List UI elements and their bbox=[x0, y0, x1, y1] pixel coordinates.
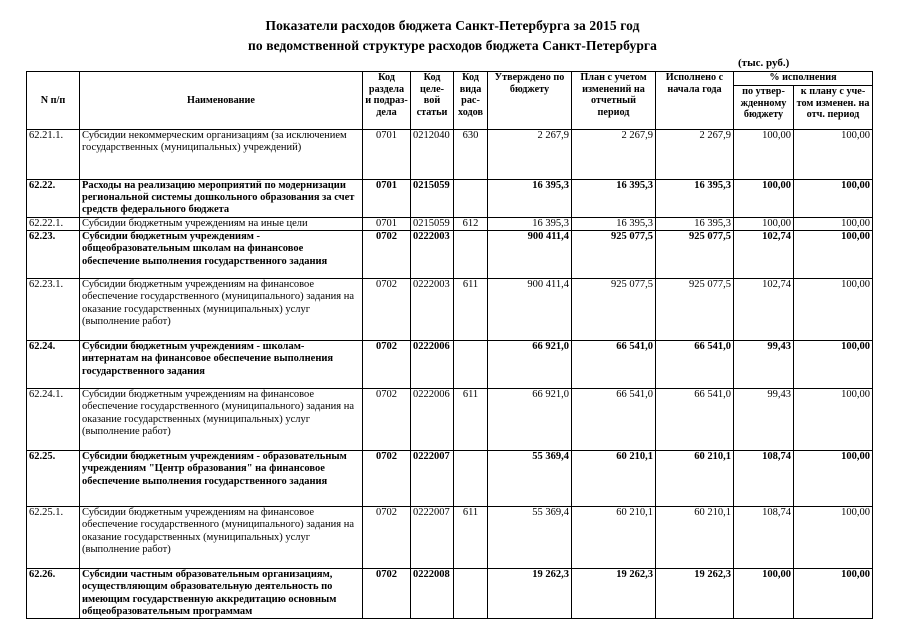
cell-pct-budget: 108,74 bbox=[734, 451, 794, 507]
cell-plan: 66 541,0 bbox=[572, 341, 656, 389]
header-done: Исполнено с начала года bbox=[656, 72, 734, 130]
document-title: Показатели расходов бюджета Санкт-Петербурга за 2015 год bbox=[265, 18, 640, 33]
cell-razdel: 0702 bbox=[363, 389, 411, 451]
cell-done: 60 210,1 bbox=[656, 451, 734, 507]
cell-plan: 60 210,1 bbox=[572, 507, 656, 569]
cell-statya: 0222007 bbox=[411, 507, 454, 569]
table-row bbox=[27, 279, 873, 341]
cell-vid bbox=[454, 451, 488, 507]
cell-approved: 16 395,3 bbox=[488, 218, 572, 231]
cell-approved: 55 369,4 bbox=[488, 507, 572, 569]
cell-pct-plan: 100,00 bbox=[794, 341, 873, 389]
cell-razdel: 0701 bbox=[363, 180, 411, 218]
cell-name: Субсидии бюджетным учреждениям - образовательным учреждениям "Центр образования" на финансовое обеспечение выполнения государственного задания bbox=[80, 451, 363, 507]
cell-pct-budget: 100,00 bbox=[734, 130, 794, 180]
cell-approved: 900 411,4 bbox=[488, 279, 572, 341]
cell-vid bbox=[454, 231, 488, 279]
cell-statya: 0222003 bbox=[411, 279, 454, 341]
header-num: N п/п bbox=[27, 72, 80, 130]
table-row bbox=[27, 218, 873, 231]
cell-pct-budget: 102,74 bbox=[734, 231, 794, 279]
cell-pct-plan: 100,00 bbox=[794, 180, 873, 218]
cell-vid bbox=[454, 569, 488, 619]
header-pct-group: % исполнения bbox=[734, 72, 873, 86]
cell-pct-budget: 100,00 bbox=[734, 569, 794, 619]
cell-approved: 16 395,3 bbox=[488, 180, 572, 218]
cell-pct-plan: 100,00 bbox=[794, 279, 873, 341]
cell-statya: 0222007 bbox=[411, 451, 454, 507]
cell-plan: 925 077,5 bbox=[572, 279, 656, 341]
cell-done: 16 395,3 bbox=[656, 218, 734, 231]
cell-vid bbox=[454, 180, 488, 218]
cell-num: 62.25. bbox=[27, 451, 80, 507]
header-razdel: Код раздела и подраз-дела bbox=[363, 72, 411, 130]
cell-num: 62.22.1. bbox=[27, 218, 80, 231]
table-row bbox=[27, 389, 873, 451]
cell-pct-budget: 99,43 bbox=[734, 341, 794, 389]
cell-name: Субсидии бюджетным учреждениям на финансовое обеспечение государственного (муниципального) задания на оказание государственных (муниципальных) услуг (выполнение работ) bbox=[80, 389, 363, 451]
cell-approved: 55 369,4 bbox=[488, 451, 572, 507]
cell-approved: 66 921,0 bbox=[488, 341, 572, 389]
cell-razdel: 0702 bbox=[363, 341, 411, 389]
cell-num: 62.26. bbox=[27, 569, 80, 619]
cell-num: 62.22. bbox=[27, 180, 80, 218]
cell-name: Субсидии бюджетным учреждениям - общеобразовательным школам на финансовое обеспечение выполнения государственного задания bbox=[80, 231, 363, 279]
table-row bbox=[27, 180, 873, 218]
cell-done: 66 541,0 bbox=[656, 389, 734, 451]
cell-vid: 630 bbox=[454, 130, 488, 180]
header-approved: Утверждено по бюджету bbox=[488, 72, 572, 130]
header-plan: План с учетом изменений на отчетный период bbox=[572, 72, 656, 130]
cell-vid bbox=[454, 341, 488, 389]
cell-plan: 16 395,3 bbox=[572, 218, 656, 231]
cell-num: 62.24.1. bbox=[27, 389, 80, 451]
cell-razdel: 0701 bbox=[363, 218, 411, 231]
cell-name: Субсидии бюджетным учреждениям на финансовое обеспечение государственного (муниципального) задания на оказание государственных (муниципальных) услуг (выполнение работ) bbox=[80, 279, 363, 341]
cell-done: 925 077,5 bbox=[656, 231, 734, 279]
table-row bbox=[27, 507, 873, 569]
cell-done: 66 541,0 bbox=[656, 341, 734, 389]
cell-done: 16 395,3 bbox=[656, 180, 734, 218]
cell-pct-plan: 100,00 bbox=[794, 507, 873, 569]
cell-approved: 900 411,4 bbox=[488, 231, 572, 279]
header-pct-plan: к плану с уче-том изменен. на отч. период bbox=[794, 86, 873, 130]
cell-vid: 611 bbox=[454, 279, 488, 341]
cell-pct-budget: 100,00 bbox=[734, 218, 794, 231]
cell-name: Субсидии бюджетным учреждениям - школам-интернатам на финансовое обеспечение выполнения государственного задания bbox=[80, 341, 363, 389]
header-statya: Код целе-вой статьи bbox=[411, 72, 454, 130]
cell-num: 62.23.1. bbox=[27, 279, 80, 341]
cell-plan: 16 395,3 bbox=[572, 180, 656, 218]
cell-statya: 0212040 bbox=[411, 130, 454, 180]
cell-done: 19 262,3 bbox=[656, 569, 734, 619]
cell-name: Субсидии бюджетным учреждениям на иные цели bbox=[80, 218, 363, 231]
cell-razdel: 0702 bbox=[363, 231, 411, 279]
cell-name: Субсидии бюджетным учреждениям на финансовое обеспечение государственного (муниципального) задания на оказание государственных (муниципальных) услуг (выполнение работ) bbox=[80, 507, 363, 569]
cell-done: 2 267,9 bbox=[656, 130, 734, 180]
cell-plan: 66 541,0 bbox=[572, 389, 656, 451]
cell-vid: 611 bbox=[454, 507, 488, 569]
cell-approved: 66 921,0 bbox=[488, 389, 572, 451]
cell-pct-plan: 100,00 bbox=[794, 569, 873, 619]
cell-statya: 0215059 bbox=[411, 218, 454, 231]
units-label: (тыс. руб.) bbox=[738, 57, 790, 69]
cell-approved: 2 267,9 bbox=[488, 130, 572, 180]
cell-pct-plan: 100,00 bbox=[794, 451, 873, 507]
cell-statya: 0222006 bbox=[411, 341, 454, 389]
cell-pct-budget: 99,43 bbox=[734, 389, 794, 451]
cell-plan: 19 262,3 bbox=[572, 569, 656, 619]
cell-pct-plan: 100,00 bbox=[794, 130, 873, 180]
cell-razdel: 0702 bbox=[363, 569, 411, 619]
header-vid: Код вида рас-ходов bbox=[454, 72, 488, 130]
cell-plan: 60 210,1 bbox=[572, 451, 656, 507]
header-name: Наименование bbox=[80, 72, 363, 130]
table-row bbox=[27, 130, 873, 180]
cell-plan: 925 077,5 bbox=[572, 231, 656, 279]
table-row bbox=[27, 569, 873, 619]
cell-pct-plan: 100,00 bbox=[794, 389, 873, 451]
cell-pct-budget: 108,74 bbox=[734, 507, 794, 569]
cell-done: 60 210,1 bbox=[656, 507, 734, 569]
cell-razdel: 0702 bbox=[363, 451, 411, 507]
cell-pct-plan: 100,00 bbox=[794, 231, 873, 279]
cell-num: 62.25.1. bbox=[27, 507, 80, 569]
header-pct-budget: по утвер-жденному бюджету bbox=[734, 86, 794, 130]
cell-num: 62.23. bbox=[27, 231, 80, 279]
cell-vid: 611 bbox=[454, 389, 488, 451]
cell-statya: 0215059 bbox=[411, 180, 454, 218]
cell-done: 925 077,5 bbox=[656, 279, 734, 341]
table-row bbox=[27, 341, 873, 389]
expenses-table bbox=[26, 71, 873, 619]
cell-num: 62.24. bbox=[27, 341, 80, 389]
cell-pct-plan: 100,00 bbox=[794, 218, 873, 231]
cell-plan: 2 267,9 bbox=[572, 130, 656, 180]
cell-razdel: 0701 bbox=[363, 130, 411, 180]
table-row bbox=[27, 231, 873, 279]
cell-name: Субсидии некоммерческим организациям (за исключением государственных (муниципальных) учреждений) bbox=[80, 130, 363, 180]
cell-statya: 0222008 bbox=[411, 569, 454, 619]
cell-razdel: 0702 bbox=[363, 279, 411, 341]
cell-pct-budget: 102,74 bbox=[734, 279, 794, 341]
cell-pct-budget: 100,00 bbox=[734, 180, 794, 218]
cell-name: Расходы на реализацию мероприятий по модернизации региональной системы дошкольного образования за счет средств федерального бюджета bbox=[80, 180, 363, 218]
table-row bbox=[27, 451, 873, 507]
cell-vid: 612 bbox=[454, 218, 488, 231]
cell-approved: 19 262,3 bbox=[488, 569, 572, 619]
cell-statya: 0222006 bbox=[411, 389, 454, 451]
cell-statya: 0222003 bbox=[411, 231, 454, 279]
document-subtitle: по ведомственной структуре расходов бюджета Санкт-Петербурга bbox=[247, 38, 658, 53]
cell-name: Субсидии частным образовательным организациям, осуществляющим образовательную деятельность по имеющим государственную аккредитацию основным общеобразовательным программам bbox=[80, 569, 363, 619]
cell-razdel: 0702 bbox=[363, 507, 411, 569]
cell-num: 62.21.1. bbox=[27, 130, 80, 180]
